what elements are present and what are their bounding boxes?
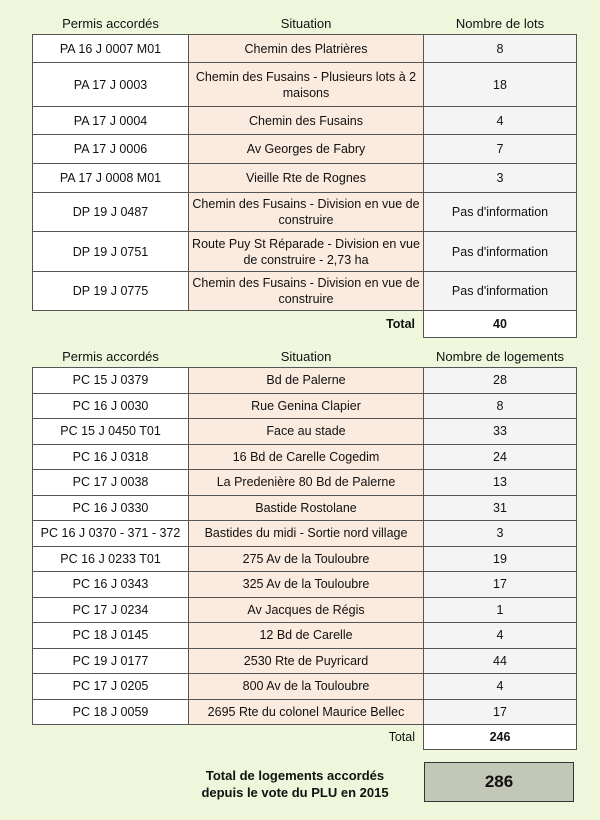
permit-cell: PC 15 J 0450 T01 xyxy=(33,419,189,445)
count-cell: 19 xyxy=(424,546,577,572)
permit-cell: PC 15 J 0379 xyxy=(33,368,189,394)
count-cell: 31 xyxy=(424,495,577,521)
permit-cell: PA 17 J 0004 xyxy=(33,107,189,135)
count-cell: 8 xyxy=(424,35,577,63)
count-cell: Pas d'information xyxy=(424,272,577,311)
table-row xyxy=(33,193,577,232)
permit-cell: PA 17 J 0003 xyxy=(33,63,189,107)
permit-cell: PC 17 J 0038 xyxy=(33,470,189,496)
situation-cell: Chemin des Fusains - Division en vue de construire xyxy=(189,193,424,232)
total-row xyxy=(33,725,577,750)
count-cell: 28 xyxy=(424,368,577,394)
table-row xyxy=(33,35,577,63)
situation-cell: Av Georges de Fabry xyxy=(189,135,424,164)
situation-cell: Bastide Rostolane xyxy=(189,495,424,521)
housing-total-label: Total xyxy=(388,730,415,745)
situation-cell: Chemin des Fusains - Plusieurs lots à 2 maisons xyxy=(189,63,424,107)
housing-header-row xyxy=(33,345,577,368)
count-cell: 18 xyxy=(424,63,577,107)
table-row xyxy=(33,63,577,107)
lots-total-label: Total xyxy=(386,317,415,332)
table-row xyxy=(33,572,577,598)
permit-cell: PC 16 J 0233 T01 xyxy=(33,546,189,572)
table-row xyxy=(33,444,577,470)
table-row xyxy=(33,597,577,623)
permit-cell: PC 18 J 0059 xyxy=(33,699,189,725)
table-row xyxy=(33,521,577,547)
permit-cell: PC 16 J 0030 xyxy=(33,393,189,419)
situation-cell: 325 Av de la Touloubre xyxy=(189,572,424,598)
table-row xyxy=(33,419,577,445)
lots-header-row xyxy=(33,12,577,35)
table-row xyxy=(33,470,577,496)
lots-total-value: 40 xyxy=(424,311,577,338)
count-cell: 17 xyxy=(424,699,577,725)
header-permits: Permis accordés xyxy=(62,348,159,364)
permit-cell: PC 17 J 0205 xyxy=(33,674,189,700)
grand-total-label-line1: Total de logements accordés xyxy=(205,768,385,783)
situation-cell: 2530 Rte de Puyricard xyxy=(189,648,424,674)
count-cell: 13 xyxy=(424,470,577,496)
grand-total-value: 286 xyxy=(424,762,574,802)
permit-cell: PA 17 J 0006 xyxy=(33,135,189,164)
count-cell: 4 xyxy=(424,623,577,649)
table-row xyxy=(33,648,577,674)
situation-cell: Route Puy St Réparade - Division en vue de construire - 2,73 ha xyxy=(189,232,424,272)
total-row xyxy=(33,311,577,338)
header-housing-count: Nombre de logements xyxy=(436,348,564,364)
table-row xyxy=(33,164,577,193)
situation-cell: Bd de Palerne xyxy=(189,368,424,394)
table-row xyxy=(33,272,577,311)
table-row xyxy=(33,368,577,394)
permit-cell: PC 16 J 0330 xyxy=(33,495,189,521)
count-cell: 7 xyxy=(424,135,577,164)
table-row xyxy=(33,546,577,572)
housing-table xyxy=(32,345,577,750)
count-cell: 1 xyxy=(424,597,577,623)
situation-cell: Chemin des Fusains - Division en vue de construire xyxy=(189,272,424,311)
header-permits: Permis accordés xyxy=(62,15,159,31)
grand-total-label xyxy=(180,767,410,801)
table-row xyxy=(33,107,577,135)
header-lot-count: Nombre de lots xyxy=(455,15,545,31)
permit-cell: PC 16 J 0370 - 371 - 372 xyxy=(33,521,189,547)
table-row xyxy=(33,495,577,521)
situation-cell: 2695 Rte du colonel Maurice Bellec xyxy=(189,699,424,725)
count-cell: 24 xyxy=(424,444,577,470)
count-cell: 3 xyxy=(424,521,577,547)
count-cell: Pas d'information xyxy=(424,193,577,232)
table-row xyxy=(33,135,577,164)
count-cell: 8 xyxy=(424,393,577,419)
header-situation: Situation xyxy=(280,15,332,31)
permit-cell: PA 17 J 0008 M01 xyxy=(33,164,189,193)
lots-table xyxy=(32,12,577,338)
situation-cell: 275 Av de la Touloubre xyxy=(189,546,424,572)
header-situation: Situation xyxy=(280,348,332,364)
grand-total-label-line2: depuis le vote du PLU en 2015 xyxy=(201,785,389,800)
situation-cell: Vieille Rte de Rognes xyxy=(189,164,424,193)
situation-cell: Bastides du midi - Sortie nord village xyxy=(189,521,424,547)
table-row xyxy=(33,232,577,272)
permit-cell: DP 19 J 0751 xyxy=(33,232,189,272)
situation-cell: Chemin des Platrières xyxy=(189,35,424,63)
situation-cell: Face au stade xyxy=(189,419,424,445)
table-row xyxy=(33,699,577,725)
count-cell: 33 xyxy=(424,419,577,445)
count-cell: 3 xyxy=(424,164,577,193)
situation-cell: 16 Bd de Carelle Cogedim xyxy=(189,444,424,470)
count-cell: 4 xyxy=(424,674,577,700)
situation-cell: Av Jacques de Régis xyxy=(189,597,424,623)
situation-cell: Chemin des Fusains xyxy=(189,107,424,135)
permit-cell: PA 16 J 0007 M01 xyxy=(33,35,189,63)
table-row xyxy=(33,674,577,700)
permit-cell: PC 16 J 0318 xyxy=(33,444,189,470)
table-row xyxy=(33,393,577,419)
permit-cell: PC 17 J 0234 xyxy=(33,597,189,623)
situation-cell: 800 Av de la Touloubre xyxy=(189,674,424,700)
permit-cell: PC 19 J 0177 xyxy=(33,648,189,674)
situation-cell: 12 Bd de Carelle xyxy=(189,623,424,649)
table-row xyxy=(33,623,577,649)
housing-total-value: 246 xyxy=(424,725,577,750)
permit-cell: PC 16 J 0343 xyxy=(33,572,189,598)
permit-cell: PC 18 J 0145 xyxy=(33,623,189,649)
situation-cell: La Predenière 80 Bd de Palerne xyxy=(189,470,424,496)
situation-cell: Rue Genina Clapier xyxy=(189,393,424,419)
permit-cell: DP 19 J 0775 xyxy=(33,272,189,311)
count-cell: 4 xyxy=(424,107,577,135)
count-cell: 17 xyxy=(424,572,577,598)
permit-cell: DP 19 J 0487 xyxy=(33,193,189,232)
count-cell: Pas d'information xyxy=(424,232,577,272)
count-cell: 44 xyxy=(424,648,577,674)
